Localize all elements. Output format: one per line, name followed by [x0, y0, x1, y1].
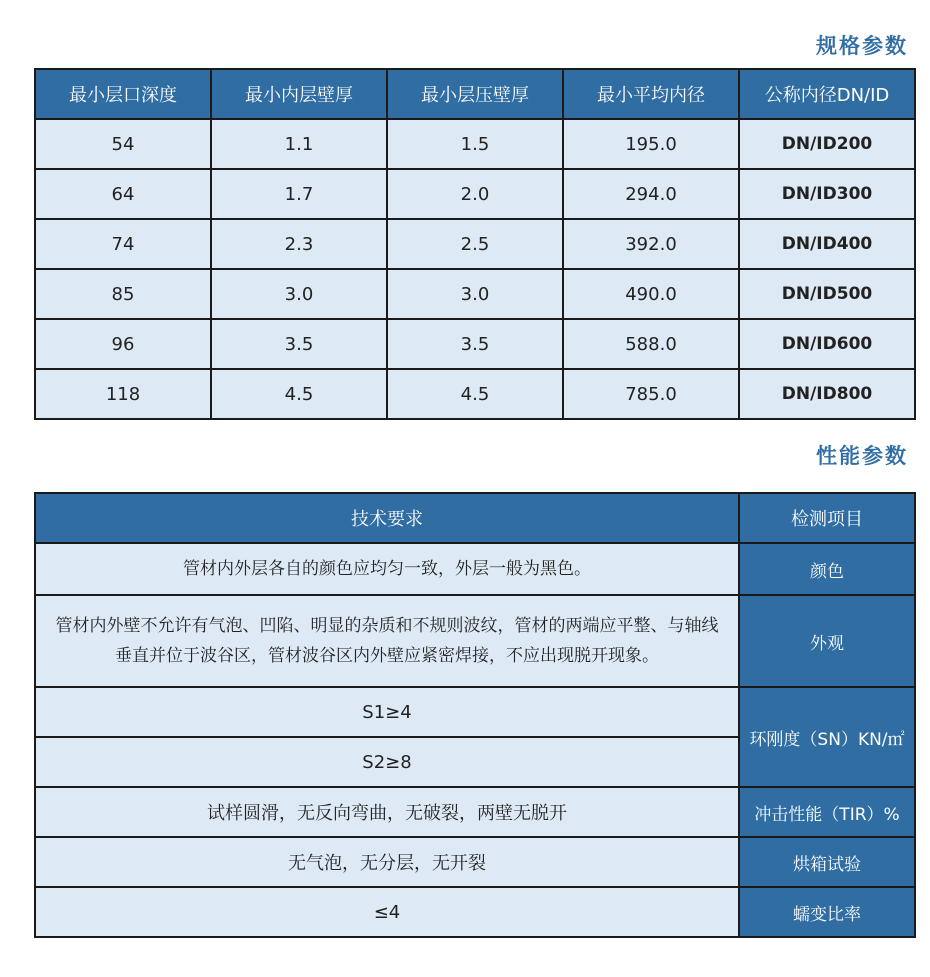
impact-requirement: 试样圆滑，无反向弯曲，无破裂，两壁无脱开 [35, 787, 739, 837]
table-row [35, 119, 915, 169]
cell-nominal: DN/ID200 [739, 119, 915, 169]
cell-avg-diameter: 588.0 [563, 319, 739, 369]
spec-section-title: 规格参数 [816, 34, 908, 58]
cell-depth: 96 [35, 319, 211, 369]
cell-inner-wall: 1.1 [211, 119, 387, 169]
perf-table [34, 492, 916, 938]
appearance-label: 外观 [739, 595, 915, 687]
spec-header-nominal: 公称内径DN/ID [739, 69, 915, 119]
oven-requirement: 无气泡，无分层，无开裂 [35, 837, 739, 887]
appearance-requirement: 管材内外壁不允许有气泡、凹陷、明显的杂质和不规则波纹，管材的两端应平整、与轴线垂直并位于波谷区，管材波谷区内外壁应紧密焊接，不应出现脱开现象。 [35, 595, 739, 687]
cell-nominal: DN/ID500 [739, 269, 915, 319]
color-requirement: 管材内外层各自的颜色应均匀一致，外层一般为黑色。 [35, 543, 739, 595]
table-row [35, 269, 915, 319]
cell-nominal: DN/ID800 [739, 369, 915, 419]
table-row [35, 219, 915, 269]
stiffness-label: 环刚度（SN）KN/㎡ [739, 687, 915, 787]
table-row [35, 543, 915, 595]
creep-requirement: ≤4 [35, 887, 739, 937]
table-row [35, 169, 915, 219]
cell-avg-diameter: 785.0 [563, 369, 739, 419]
cell-laminate-wall: 4.5 [387, 369, 563, 419]
perf-header-item: 检测项目 [739, 493, 915, 543]
perf-header-row [35, 493, 915, 543]
table-row [35, 595, 915, 687]
spec-header-laminate-wall: 最小层压壁厚 [387, 69, 563, 119]
cell-avg-diameter: 392.0 [563, 219, 739, 269]
spec-table [34, 68, 916, 420]
cell-inner-wall: 3.5 [211, 319, 387, 369]
cell-depth: 54 [35, 119, 211, 169]
table-row [35, 787, 915, 837]
oven-label: 烘箱试验 [739, 837, 915, 887]
table-row [35, 687, 915, 737]
spec-header-depth: 最小层口深度 [35, 69, 211, 119]
color-label: 颜色 [739, 543, 915, 595]
cell-laminate-wall: 3.5 [387, 319, 563, 369]
cell-depth: 64 [35, 169, 211, 219]
cell-avg-diameter: 294.0 [563, 169, 739, 219]
cell-inner-wall: 3.0 [211, 269, 387, 319]
cell-depth: 118 [35, 369, 211, 419]
perf-header-requirement: 技术要求 [35, 493, 739, 543]
spec-header-row [35, 69, 915, 119]
cell-depth: 74 [35, 219, 211, 269]
creep-label: 蠕变比率 [739, 887, 915, 937]
stiffness-requirement-1: S1≥4 [35, 687, 739, 737]
cell-inner-wall: 1.7 [211, 169, 387, 219]
table-row [35, 837, 915, 887]
cell-nominal: DN/ID300 [739, 169, 915, 219]
cell-nominal: DN/ID400 [739, 219, 915, 269]
cell-laminate-wall: 1.5 [387, 119, 563, 169]
stiffness-requirement-2: S2≥8 [35, 737, 739, 787]
cell-inner-wall: 2.3 [211, 219, 387, 269]
cell-depth: 85 [35, 269, 211, 319]
table-row [35, 319, 915, 369]
cell-avg-diameter: 195.0 [563, 119, 739, 169]
cell-inner-wall: 4.5 [211, 369, 387, 419]
perf-section-title: 性能参数 [816, 444, 908, 468]
cell-nominal: DN/ID600 [739, 319, 915, 369]
table-row [35, 369, 915, 419]
cell-laminate-wall: 3.0 [387, 269, 563, 319]
cell-laminate-wall: 2.0 [387, 169, 563, 219]
table-row [35, 887, 915, 937]
spec-header-inner-wall: 最小内层壁厚 [211, 69, 387, 119]
impact-label: 冲击性能（TIR）% [739, 787, 915, 837]
cell-avg-diameter: 490.0 [563, 269, 739, 319]
cell-laminate-wall: 2.5 [387, 219, 563, 269]
spec-header-avg-diameter: 最小平均内径 [563, 69, 739, 119]
